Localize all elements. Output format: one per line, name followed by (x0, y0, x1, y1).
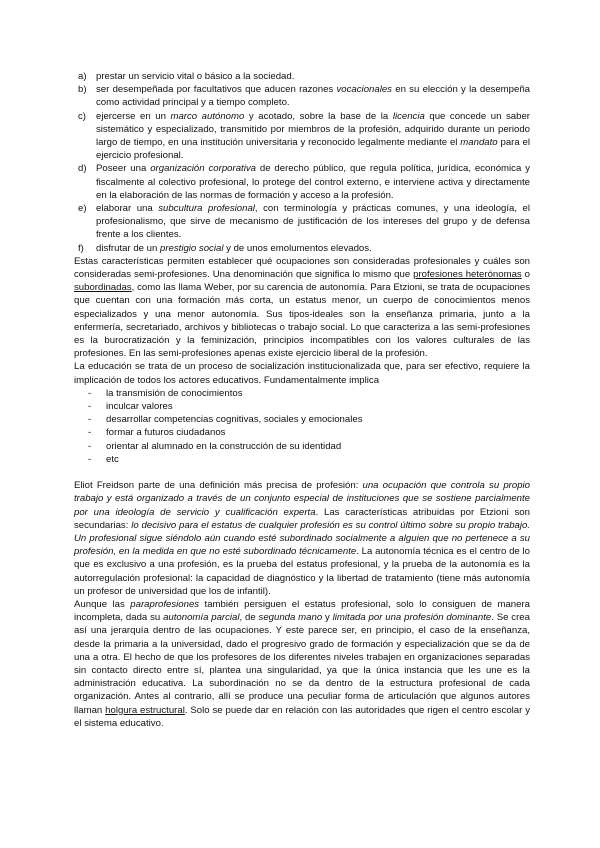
italic-term: vocacionales (336, 84, 392, 96)
paragraph-semiprofesiones (74, 255, 530, 361)
underlined-term: profesiones heterónomas (413, 269, 522, 281)
list-marker: b) (78, 84, 87, 96)
italic-term: autonomía parcial (163, 612, 240, 624)
italic-term: licencia (392, 110, 425, 122)
italic-term: mandato (460, 137, 498, 149)
italic-term: organización corporativa (150, 163, 256, 175)
list-marker: d) (78, 163, 87, 175)
list-item-c (74, 110, 530, 163)
list-item-text: la transmisión de conocimientos (106, 387, 243, 399)
list-item-text: etc (106, 453, 119, 465)
text-run: ejercerse en un (96, 110, 171, 122)
education-implications-list (74, 387, 530, 466)
italic-term: prestigio social (160, 242, 224, 254)
text-run: y acotado, sobre la base de la (244, 110, 393, 122)
underlined-term: subordinadas (74, 282, 132, 294)
list-item (74, 426, 530, 439)
document-body (74, 70, 530, 730)
list-marker: c) (78, 110, 86, 122)
dash-marker: - (88, 414, 92, 426)
paragraph-gap (74, 466, 530, 479)
list-marker: a) (78, 71, 87, 82)
italic-term: limitada por una profesión dominante (332, 612, 492, 624)
italic-term: paraprofesiones (130, 598, 200, 610)
paragraph-educacion: La educación se trata de un proceso de socialización institucionalizada que, para ser efectivo, requiere la implicación de todos los actores educativos. Fundamentalmente implica (74, 361, 530, 386)
text-run: y (322, 612, 333, 624)
italic-term: marco autónomo (170, 110, 245, 122)
list-item-text: formar a futuros ciudadanos (106, 427, 226, 439)
text-run: o (521, 269, 530, 281)
italic-quote: una ocupación que controla su propio trabajo y está organizado a través de un conjunto especial de instituciones que se sostiene parcialmente por una ideología de servicio y cualificación experta (74, 480, 530, 518)
dash-marker: - (88, 440, 92, 452)
text-run: y de unos emolumentos elevados. (223, 242, 372, 254)
paragraph-paraprofesiones (74, 598, 530, 730)
text-run: , con terminología y prácticas comunes, y una ideología, el profesionalismo, que sirve de mecanismo de justificación de los intereses del grupo y de defensa frente a los clientes. (96, 203, 530, 241)
text-run: en su elección y la desempeña como actividad principal y a tiempo completo. (96, 84, 530, 109)
list-item (74, 453, 530, 466)
italic-term: segunda mano (258, 612, 323, 624)
list-marker: e) (78, 203, 87, 215)
text-run: que concede un saber sistemático y especializado, transmitido por miembros de la profesión, adquirido durante un periodo largo de tiempo, en una institución universitaria y reconocido legalmente mediante el (96, 110, 530, 149)
text-run: Estas características permiten establecer qué ocupaciones son consideradas profesionales y cuáles son consideradas semi-profesiones. Una denominación que significa lo mismo que (74, 255, 530, 281)
text-run: Aunque las (74, 598, 131, 610)
list-item-e (74, 202, 530, 242)
dash-marker: - (88, 401, 92, 413)
list-item-text: prestar un servicio vital o básico a la sociedad. (96, 71, 295, 82)
text-run: ser desempeñada por facultativos que aducen razones (96, 84, 337, 96)
text-run: de derecho público, que regula política, jurídica, económica y fiscalmente al colectivo profesional, lo protege del control externo, e interviene activa y directamente en la elaboración de las normas de formación y acceso a la profesión. (96, 163, 530, 201)
text-run: . Se crea así una jerarquía dentro de las ocupaciones. Y este parece ser, en principio, el caso de la enseñanza, desde la primaria a la universidad, dado el progresivo grado de formación y especialización que se da de una a otra. El hecho de que los profesores de los diferentes niveles trabajen en organizaciones separadas sin contacto directo entre sí, plantea una singularidad, ya que la única instancia que les une es la administración educativa. La subordinación no se da dentro de la estructura profesional de cada organización. Antes al contrario, allí se produce una peculiar forma de articulación que algunos autores llaman (74, 612, 530, 716)
list-item (74, 440, 530, 453)
text-run: Eliot Freidson parte de una definición más precisa de profesión: (74, 480, 363, 492)
list-item-text: desarrollar competencias cognitivas, sociales y emocionales (106, 414, 363, 426)
list-item (74, 387, 530, 400)
text-run: . La autonomía técnica es el centro de lo que es exclusivo a una profesión, es la prueba del estatus profesional, y la prueba de la autonomía es la autorregulación profesional: la capacidad de diagnóstico y la libertad de tratamiento (tiene más autonomía un profesor de universidad que los de infantil). (74, 546, 530, 597)
text-run: , de (239, 612, 259, 624)
list-item-a (74, 70, 530, 83)
text-run: , como las llama Weber, por su carencia de autonomía. Para Etzioni, se trata de ocupaciones que cuentan con una formación más corta, un estatus menor, un cuerpo de conocimientos menos especializados y una menor autonomía. Sus tipos-ideales son la enseñanza primaria, junto a la enfermería, secretariado, archivos y bibliotecas o trabajo social. Lo que caracteriza a las semi-profesiones es la burocratización y la feminización, principios incompatibles con los valores culturales de las profesiones. En las semi-profesiones apenas existe ejercicio liberal de la profesión. (74, 282, 530, 360)
underlined-term: holgura estructural (105, 704, 185, 716)
list-item-text: orientar al alumnado en la construcción de su identidad (106, 440, 342, 452)
text-run: disfrutar de un (96, 242, 160, 254)
text-run: para el ejercicio profesional. (96, 137, 531, 162)
text-run: elaborar una (96, 203, 159, 215)
text-run: . Solo se puede dar en relación con las autoridades que rigen el centro escolar y el sistema educativo. (74, 704, 530, 729)
list-item-text: inculcar valores (106, 401, 173, 413)
list-item-b (74, 83, 530, 109)
characteristics-list (74, 70, 530, 255)
list-item-f (74, 242, 530, 255)
dash-marker: - (88, 387, 92, 399)
list-item (74, 413, 530, 426)
list-item (74, 400, 530, 413)
italic-term: subcultura profesional (158, 203, 255, 215)
text-run: Poseer una (96, 163, 151, 175)
text-run: . Las características atribuidas por Etzioni son secundarias: (74, 506, 530, 531)
dash-marker: - (88, 453, 92, 465)
dash-marker: - (88, 427, 92, 439)
text-run: también persiguen el estatus profesional, solo lo consiguen de manera incompleta, dada su (74, 598, 531, 624)
list-item-d (74, 162, 530, 202)
paragraph-freidson (74, 479, 530, 598)
italic-quote: lo decisivo para el estatus de cualquier profesión es su control último sobre su propio trabajo. Un profesional sigue siéndolo aún cuando esté subordinado socialmente a alguien que no pertenece a su profesión, en la medida en que no esté subordinado técnicamente (74, 519, 530, 558)
list-marker: f) (78, 242, 84, 254)
